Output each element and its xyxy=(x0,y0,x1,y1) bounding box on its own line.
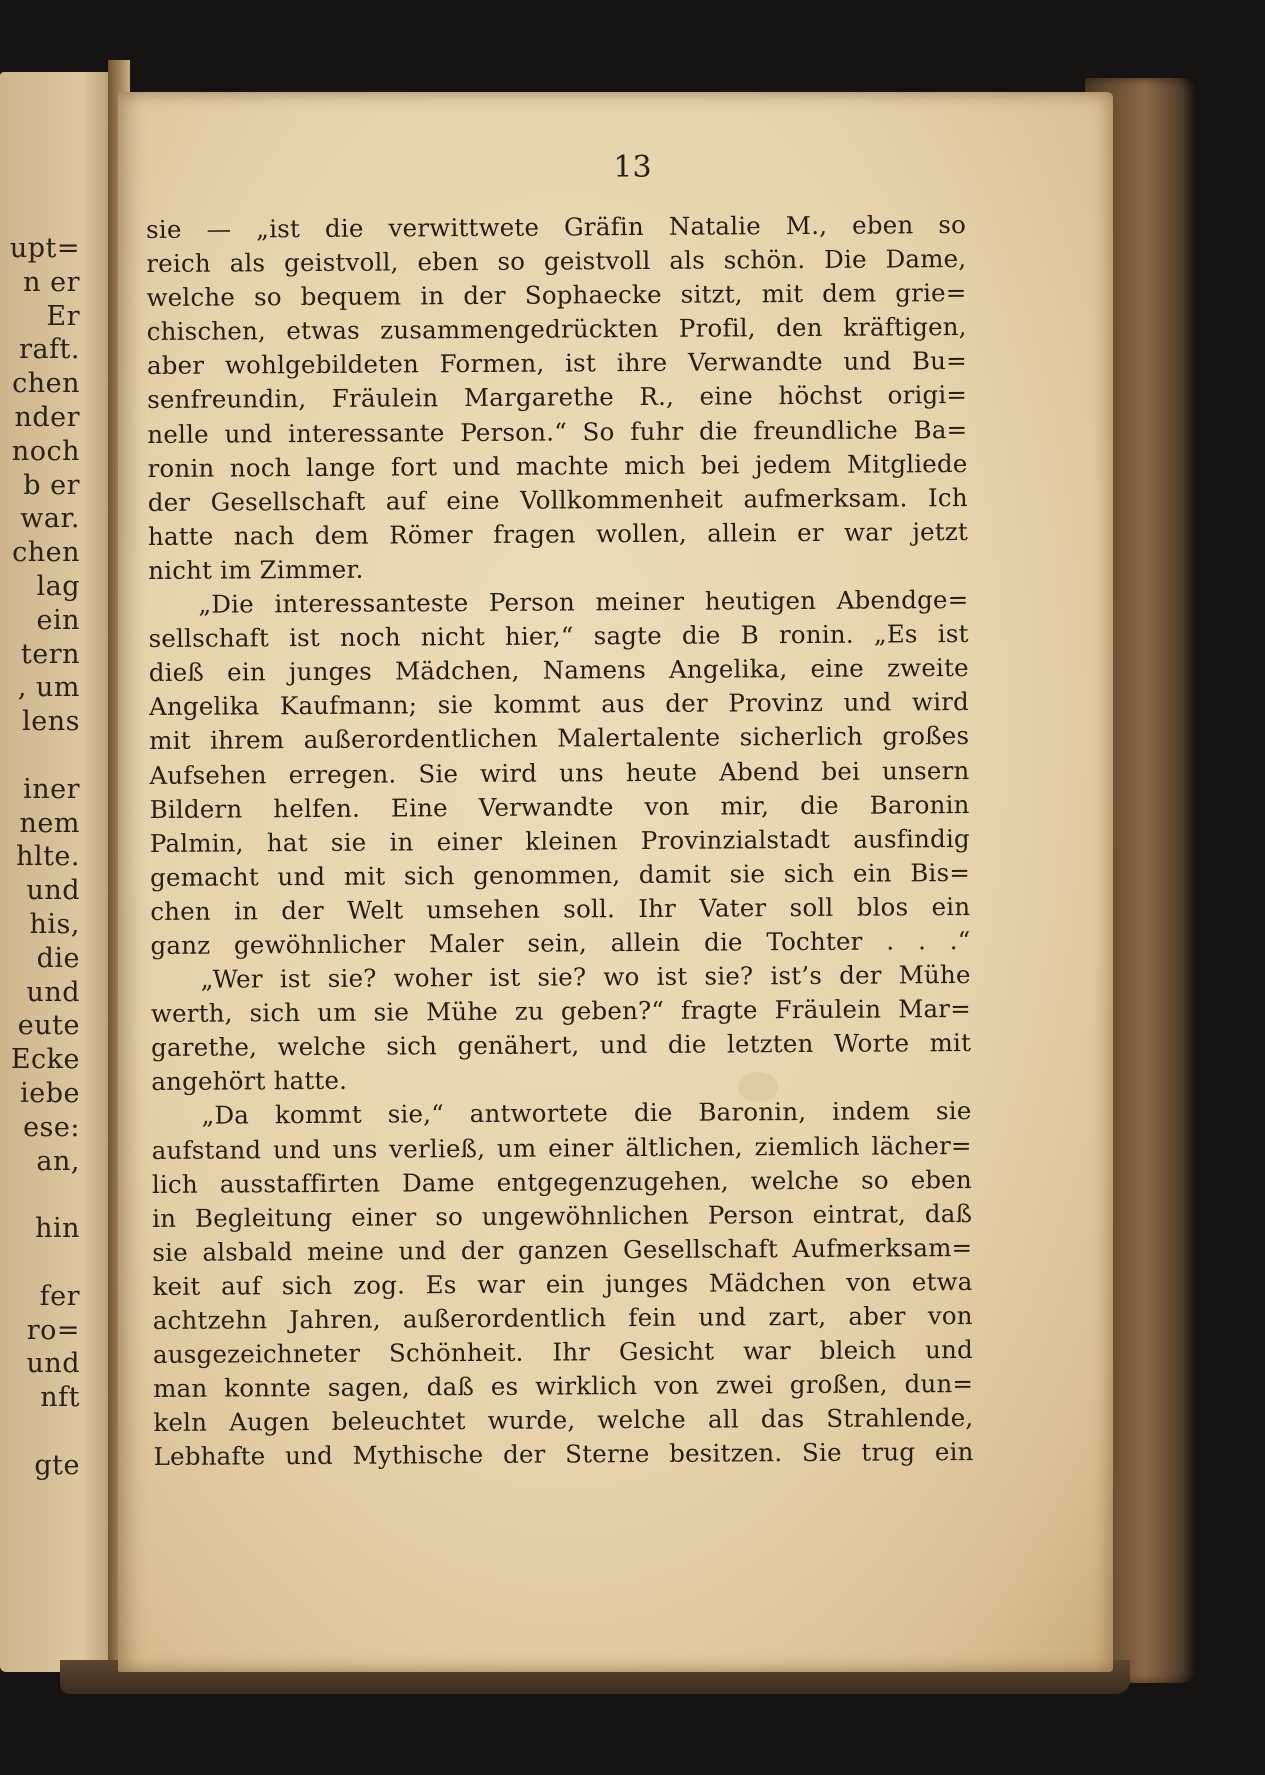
left-page-line: chen xyxy=(12,368,80,400)
text-line: „Die interessanteste Person meiner heutigen Abendge= xyxy=(198,585,969,619)
text-line: sie alsbald meine und der ganzen Gesellschaft Aufmerksam= xyxy=(152,1232,973,1267)
text-line: nicht im Zimmer. xyxy=(148,554,364,585)
text-line: gemacht und mit sich genommen, damit sie sich ein Bis= xyxy=(149,857,971,892)
left-page-line: iner xyxy=(23,773,80,805)
text-line: keln Augen beleuchtet wurde, welche all das Strahlende, xyxy=(153,1403,974,1438)
left-page-line: , um xyxy=(17,672,80,704)
left-page-line xyxy=(0,1415,80,1449)
text-line: angehört hatte. xyxy=(151,1066,348,1097)
text-line: der Gesellschaft auf eine Vollkommenheit aufmerksam. Ich xyxy=(147,482,968,517)
left-page-line: noch xyxy=(11,435,80,467)
left-page-line: iebe xyxy=(20,1077,80,1109)
left-page-line: nft xyxy=(40,1382,80,1414)
left-page-line: und xyxy=(26,875,80,907)
left-page-line: lag xyxy=(36,570,80,602)
left-page-line: eute xyxy=(17,1010,80,1042)
page-number: 13 xyxy=(613,150,652,185)
text-line: Palmin, hat sie in einer kleinen Provinzialstadt ausfindig xyxy=(149,823,970,858)
left-page-line: und xyxy=(26,976,80,1008)
left-page-line: b er xyxy=(23,469,80,501)
left-page-line: hin xyxy=(35,1213,80,1245)
text-line: lich ausstaffirten Dame entgegenzugehen, welche so eben xyxy=(151,1164,973,1199)
text-line: dieß ein junges Mädchen, Namens Angelika, eine zweite xyxy=(148,653,969,688)
left-page-line: fer xyxy=(39,1280,80,1312)
text-line: ronin noch lange fort und machte mich bei jedem Mitgliede xyxy=(147,448,968,483)
text-line: sellschaft ist noch nicht hier,“ sagte die B ronin. „Es ist xyxy=(148,619,969,654)
text-line: Lebhafte und Mythische der Sterne besitzen. Sie trug ein xyxy=(153,1437,974,1472)
body-text xyxy=(146,208,974,1474)
text-line: Angelika Kaufmann; sie kommt aus der Provinz und wird xyxy=(148,687,970,722)
left-page-text xyxy=(0,232,80,1482)
left-page-line: war. xyxy=(20,503,80,535)
text-line: werth, sich um sie Mühe zu geben?“ fragte Fräulein Mar= xyxy=(150,994,971,1029)
text-line: achtzehn Jahren, außerordentlich fein und zart, aber von xyxy=(152,1300,973,1335)
text-line: welche so bequem in der Sophaecke sitzt, mit dem grie= xyxy=(146,278,967,313)
text-line: chischen, etwas zusammengedrückten Profil, den kräftigen, xyxy=(146,312,967,347)
left-page-line: gte xyxy=(34,1449,80,1481)
left-page-line: die xyxy=(36,942,80,974)
text-line: Bildern helfen. Eine Verwandte von mir, die Baronin xyxy=(149,789,970,824)
text-line: ganz gewöhnlicher Maler sein, allein die Tochter . . .“ xyxy=(150,925,971,960)
text-line: mit ihrem außerordentlichen Malertalente sicherlich großes xyxy=(149,721,970,756)
left-page-line: Er xyxy=(46,300,80,332)
text-line: „Wer ist sie? woher ist sie? wo ist sie? ist’s der Mühe xyxy=(200,960,971,994)
left-page-line xyxy=(0,1178,80,1212)
left-page-line: upt= xyxy=(9,233,80,264)
left-page-line xyxy=(0,1246,80,1280)
left-page-line xyxy=(0,739,80,773)
text-line: aufstand und uns verließ, um einer ältlichen, ziemlich lächer= xyxy=(151,1130,972,1165)
left-page-line: und xyxy=(26,1348,80,1380)
left-page-line: an, xyxy=(36,1145,80,1177)
left-page-line: raft. xyxy=(19,334,80,366)
text-line: man konnte sagen, daß es wirklich von zwei großen, dun= xyxy=(153,1369,974,1404)
text-line: in Begleitung einer so ungewöhnlichen Person eintrat, daß xyxy=(152,1198,973,1233)
left-page-line: tern xyxy=(20,638,80,670)
text-line: sie — „ist die verwittwete Gräfin Natalie M., eben so xyxy=(146,209,967,244)
left-page-line: ro= xyxy=(26,1314,80,1346)
text-line: „Da kommt sie,“ antwortete die Baronin, indem sie xyxy=(201,1096,972,1131)
text-line: senfreundin, Fräulein Margarethe R., eine höchst origi= xyxy=(147,380,968,415)
left-page-line: lens xyxy=(22,706,80,738)
text-line: keit auf sich zog. Es war ein junges Mädchen von etwa xyxy=(152,1266,973,1301)
text-line: ausgezeichneter Schönheit. Ihr Gesicht war bleich und xyxy=(152,1335,974,1370)
left-page-line: Ecke xyxy=(10,1044,80,1076)
left-page-line: ese: xyxy=(23,1111,80,1143)
left-page-line: nem xyxy=(19,807,80,839)
text-line: hatte nach dem Römer fragen wollen, allein er war jetzt xyxy=(147,516,969,551)
text-line: garethe, welche sich genähert, und die letzten Worte mit xyxy=(151,1028,972,1063)
left-page-line: ein xyxy=(36,604,80,636)
text-line: nelle und interessante Person.“ So fuhr die freundliche Ba= xyxy=(147,414,968,449)
left-page-line: n er xyxy=(23,266,80,298)
text-line: reich als geistvoll, eben so geistvoll als schön. Die Dame, xyxy=(146,244,967,279)
left-page-line: chen xyxy=(12,537,80,569)
left-page-line: hlte. xyxy=(16,841,80,873)
text-line: chen in der Welt umsehen soll. Ihr Vater soll blos ein xyxy=(150,891,971,926)
text-line: aber wohlgebildeten Formen, ist ihre Verwandte und Bu= xyxy=(146,346,968,381)
left-page-line: his, xyxy=(29,908,80,940)
left-page-line: nder xyxy=(14,401,80,433)
text-line: Aufsehen erregen. Sie wird uns heute Abend bei unsern xyxy=(149,755,970,790)
